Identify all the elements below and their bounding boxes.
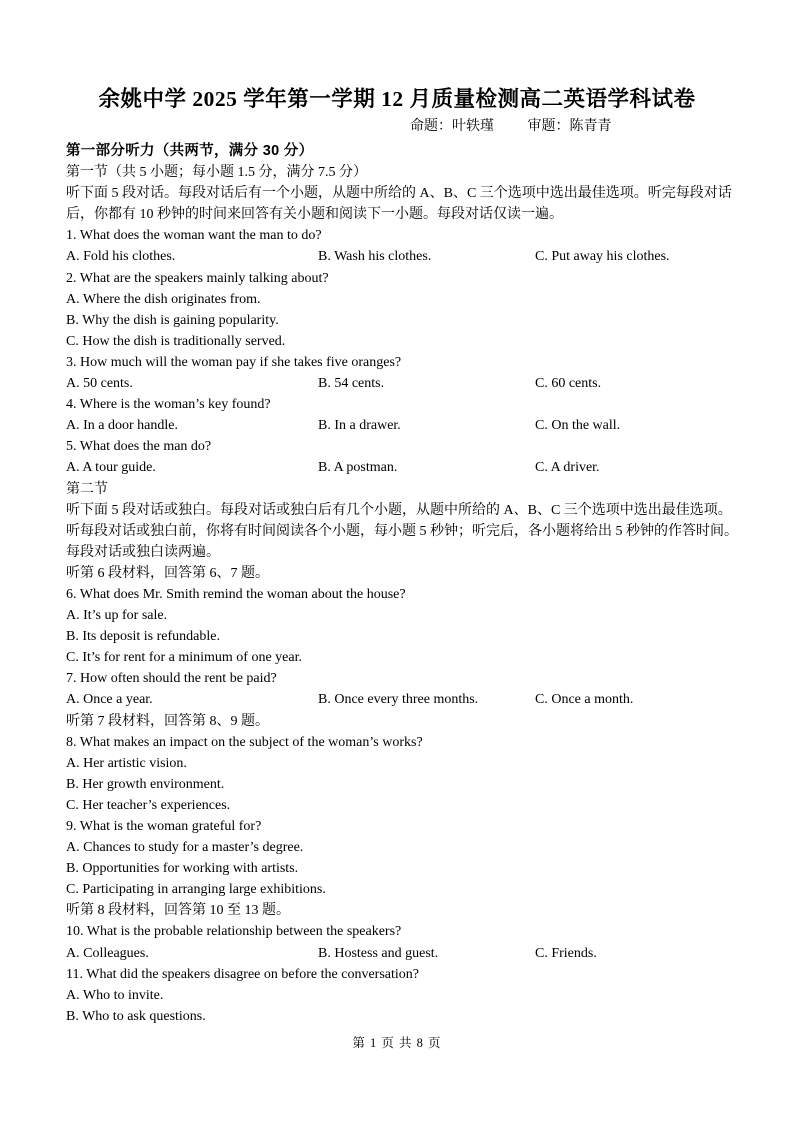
text-line: C. It’s for rent for a minimum of one year. [66,650,302,666]
page-title: 余姚中学 2025 学年第一学期 12 月质量检测高二英语学科试卷 [98,87,696,111]
text-line: B. Its deposit is refundable. [66,629,220,645]
option-c: C. Put away his clothes. [535,249,670,265]
text-line: 5. What does the man do? [66,439,212,455]
option-b: B. Once every three months. [318,692,479,708]
setter-label: 命题：叶轶瑾 [410,119,494,134]
option-b: B. A postman. [318,460,398,476]
text-line: 7. How often should the rent be paid? [66,671,277,687]
text-line: 4. Where is the woman’s key found? [66,397,271,413]
text-line: 10. What is the probable relationship between the speakers? [66,924,402,940]
text-line: B. Who to ask questions. [66,1008,206,1024]
option-row [66,246,728,267]
option-b: B. In a drawer. [318,418,401,434]
option-a: A. Fold his clothes. [66,249,176,265]
text-line: 9. What is the woman grateful for? [66,819,262,834]
text-line: 听第 7 段材料，回答第 8、9 题。 [66,713,269,729]
text-line: 听每段对话或独白前，你将有时间阅读各个小题，每小题 5 秒钟；听完后，各小题将给出 5 秒钟的作答时间。 [66,523,738,539]
examiner-line [410,117,612,137]
text-line: C. Participating in arranging large exhibitions. [66,882,326,898]
text-line: B. Why the dish is gaining popularity. [66,312,279,328]
text-line: 6. What does Mr. Smith remind the woman about the house? [66,586,406,602]
text-line: 第一节（共 5 小题；每小题 1.5 分，满分 7.5 分） [66,165,367,181]
text-line: 11. What did the speakers disagree on before the conversation? [66,966,419,982]
section-heading: 第一部分听力（共两节，满分 30 分） [66,143,314,159]
option-c: C. A driver. [535,460,600,476]
text-line: A. Chances to study for a master’s degree. [66,840,304,856]
text-line: 2. What are the speakers mainly talking about? [66,270,329,286]
text-line: 听下面 5 段对话或独白。每段对话或独白后有几个小题，从题中所给的 A、B、C 三个选项中选出最佳选项。 [66,502,732,518]
page-footer: 第 1 页 共 8 页 [352,1036,442,1050]
option-a: A. A tour guide. [66,460,156,476]
option-a: A. Once a year. [66,692,153,708]
text-line: 后，你都有 10 秒钟的时间来回答有关小题和阅读下一小题。每段对话仅读一遍。 [66,207,563,223]
option-row [66,689,728,710]
text-line: 1. What does the woman want the man to do? [66,228,322,244]
option-c: C. Friends. [535,945,597,961]
option-row [66,457,728,478]
text-line: C. Her teacher’s experiences. [66,797,231,813]
option-b: B. Hostess and guest. [318,945,439,961]
option-c: C. Once a month. [535,692,634,708]
text-line: 听下面 5 段对话。每段对话后有一个小题，从题中所给的 A、B、C 三个选项中选出最佳选项。听完每段对话 [66,186,732,202]
option-c: C. On the wall. [535,418,621,434]
reviewer-label: 审题：陈青青 [527,119,612,134]
text-line: 听第 8 段材料，回答第 10 至 13 题。 [66,903,290,919]
option-row [66,373,728,394]
text-line: 8. What makes an impact on the subject of the woman’s works? [66,734,423,750]
text-line: B. Her growth environment. [66,776,225,792]
text-line: A. Her artistic vision. [66,755,187,771]
body-lines [66,141,738,1027]
text-line: C. How the dish is traditionally served. [66,333,286,349]
option-a: A. Colleagues. [66,945,149,961]
text-line: A. It’s up for sale. [66,608,168,624]
text-line: 每段对话或独白读两遍。 [66,544,220,560]
text-line: 听第 6 段材料，回答第 6、7 题。 [66,565,269,581]
option-c: C. 60 cents. [535,376,602,392]
text-line: A. Who to invite. [66,987,164,1003]
text-line: 3. How much will the woman pay if she takes five oranges? [66,354,402,370]
option-a: A. 50 cents. [66,376,133,392]
text-line: A. Where the dish originates from. [66,291,261,307]
option-b: B. Wash his clothes. [318,249,432,265]
text-line: 第二节 [66,481,108,497]
option-a: A. In a door handle. [66,418,178,434]
text-line: B. Opportunities for working with artists. [66,861,299,877]
option-row [66,943,728,964]
option-b: B. 54 cents. [318,376,385,392]
option-row [66,415,728,436]
